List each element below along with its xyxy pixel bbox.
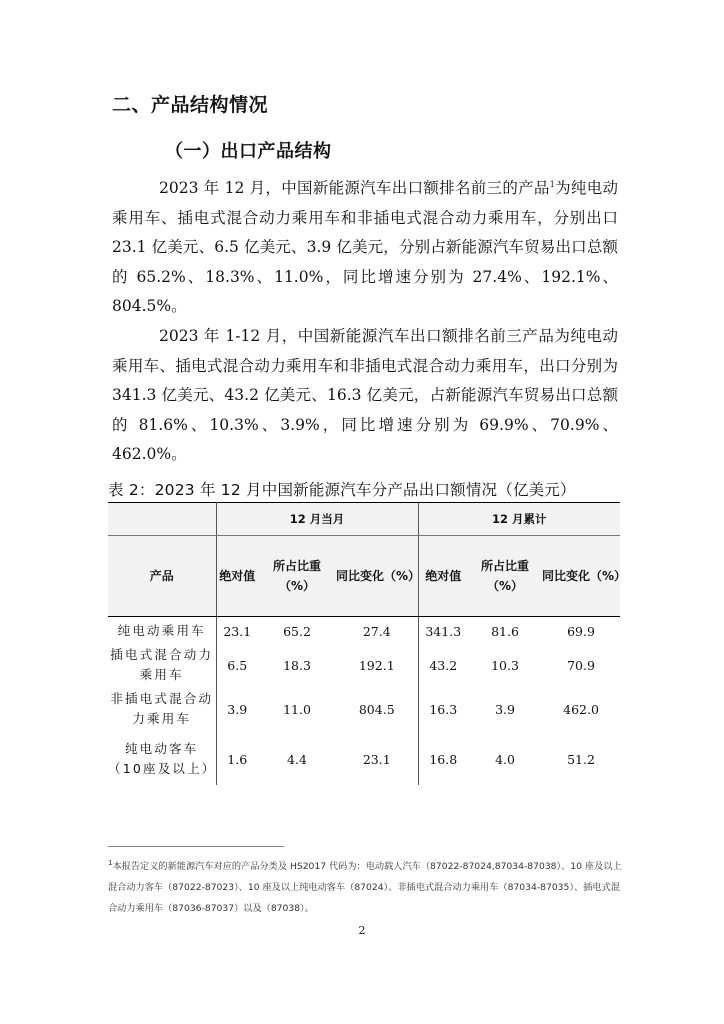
subsection-heading: （一）出口产品结构 <box>165 141 332 162</box>
table-cell: 69.9 <box>567 623 595 639</box>
table-cell: 16.3 <box>429 701 458 717</box>
table-row <box>108 617 620 646</box>
product-name: 非插电式混合动力乘用车 <box>108 685 216 733</box>
table-cell: 27.4 <box>336 617 418 646</box>
table-cell: 16.8 <box>429 751 458 767</box>
product-name: 纯电动客车（10座及以上） <box>108 733 216 785</box>
paragraph-december-text-a: 2023 年 12 月，中国新能源汽车出口额排名前三的产品 <box>159 179 550 197</box>
table-caption: 表 2：2023 年 12 月中国新能源汽车分产品出口额情况（亿美元） <box>108 481 576 499</box>
table-cell: 51.2 <box>567 751 595 767</box>
table-row <box>108 645 620 685</box>
table-cell: 192.1 <box>336 645 418 685</box>
table-cell: 462.0 <box>563 701 599 717</box>
table-cell: 23.1 <box>223 623 252 639</box>
group-header-cumulative: 12 月累计 <box>418 503 620 536</box>
column-header-product: 产品 <box>108 536 216 617</box>
table-cell: 341.3 <box>425 623 462 639</box>
table-cell: 804.5 <box>336 685 418 733</box>
column-header: 绝对值 <box>216 536 258 617</box>
product-name: 插电式混合动力乘用车 <box>108 645 216 685</box>
section-heading: 二、产品结构情况 <box>112 94 269 116</box>
paragraph-full-year: 2023 年 1-12 月，中国新能源汽车出口额排名前三产品为纯电动乘用车、插电式混合动力乘用车和非插电式混合动力乘用车，出口分别为 341.3 亿美元、43.2 亿美元、16.3 亿美元，占新能源汽车贸易出口总额的 81.6%、10.3%、3.9%，同比增速分别为 69.9%、70.9%、462.0%。 <box>112 327 618 463</box>
table-row <box>108 685 620 733</box>
column-header: 绝对值 <box>418 536 468 617</box>
footnote-marker: 1 <box>108 858 113 867</box>
table-cell: 70.9 <box>567 657 595 673</box>
footnote-divider <box>108 846 284 847</box>
table-cell: 65.2 <box>283 623 311 639</box>
column-header: 所占比重（%） <box>468 536 542 617</box>
export-table <box>108 502 627 785</box>
table-cell: 3.9 <box>495 701 515 717</box>
table-cell: 6.5 <box>227 657 248 673</box>
table-cell: 18.3 <box>283 657 311 673</box>
footnote <box>108 856 624 919</box>
column-header: 同比变化（%） <box>336 536 418 617</box>
table-column-header-row <box>108 536 620 617</box>
table-cell: 4.4 <box>287 751 307 767</box>
paragraph-december-text-b: 为纯电动乘用车、插电式混合动力乘用车和非插电式混合动力乘用车，分别出口 23.1 亿美元、6.5 亿美元、3.9 亿美元，分别占新能源汽车贸易出口总额的 65.2%、18.3%、11.0%，同比增速分别为 27.4%、192.1%、804.5%。 <box>112 179 618 315</box>
footnote-text: 本报告定义的新能源汽车对应的产品分类及 HS2017 代码为：电动载人汽车（87022-87024,87034-87038）、10 座及以上混合动力客车（87022-87023）、10 座及以上纯电动客车（87024）、非插电式混合动力乘用车（87034-87035）、插电式混合动力乘用车（87036-87037）以及（87038）。 <box>108 861 622 914</box>
table-cell: 4.0 <box>495 751 515 767</box>
table-cell: 1.6 <box>227 751 248 767</box>
page-number: 2 <box>358 924 366 937</box>
group-header-month: 12 月当月 <box>216 503 418 536</box>
table-group-header-row <box>108 503 620 536</box>
table-cell: 81.6 <box>491 623 519 639</box>
table-corner-cell <box>108 503 216 536</box>
table-cell: 3.9 <box>227 701 248 717</box>
column-header: 所占比重（%） <box>258 536 336 617</box>
column-header: 同比变化（%） <box>542 536 620 617</box>
table-cell: 11.0 <box>283 701 311 717</box>
footnote-reference: 1 <box>549 179 555 189</box>
paragraph-december <box>112 174 618 322</box>
product-name: 纯电动乘用车 <box>108 617 216 646</box>
table-row <box>108 733 620 785</box>
table-cell: 10.3 <box>491 657 519 673</box>
table-cell: 43.2 <box>429 657 458 673</box>
table-cell: 23.1 <box>336 733 418 785</box>
